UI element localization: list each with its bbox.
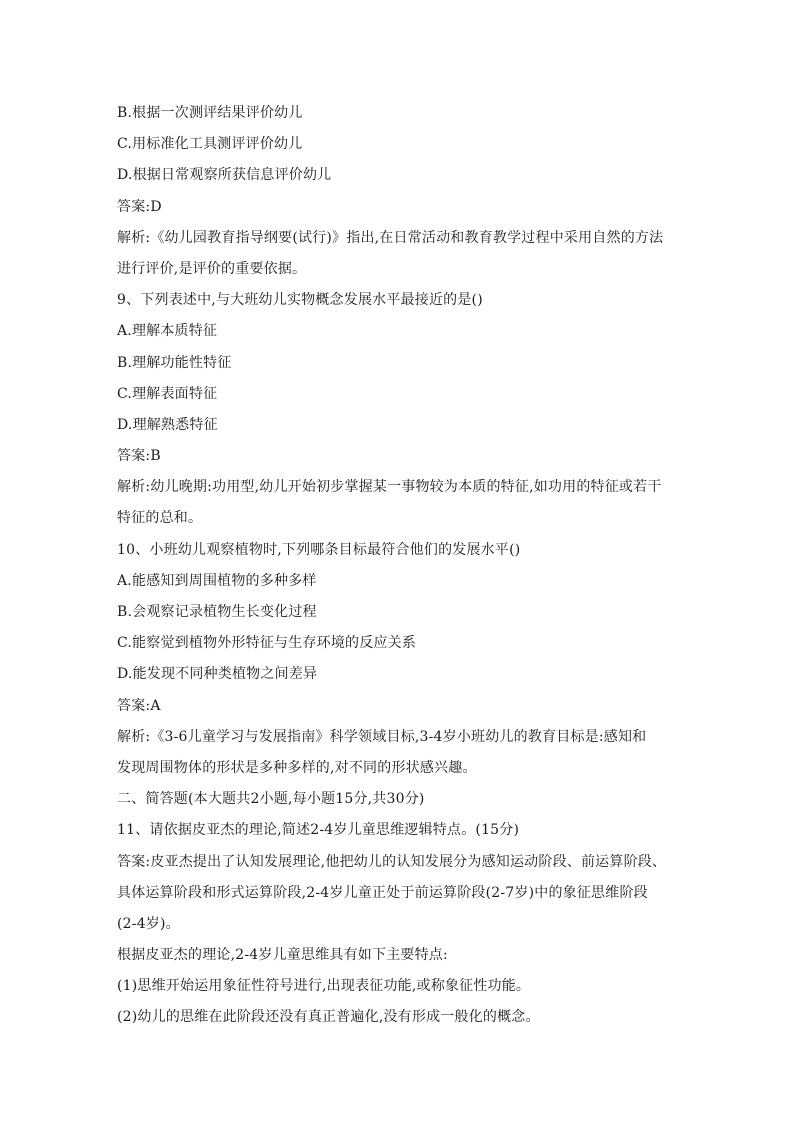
option-d-line: D.根据日常观察所获信息评价幼儿 (117, 167, 332, 184)
question-9-answer: 答案:B (117, 448, 161, 465)
question-11: 11、请依据皮亚杰的理论,简述2-4岁儿童思维逻辑特点。(15分) (117, 822, 520, 839)
question-9-option-c: C.理解表面特征 (117, 385, 218, 402)
question-9-analysis: 解析:幼儿晚期:功用型,幼儿开始初步掌握某一事物较为本质的特征,如功用的特征或若干 (117, 479, 662, 496)
question-10-option-c: C.能察觉到植物外形特征与生存环境的反应关系 (117, 635, 417, 652)
question-9-option-a: A.理解本质特征 (117, 323, 218, 340)
question-11-answer-continued-1: 具体运算阶段和形式运算阶段,2-4岁儿童正处于前运算阶段(2-7岁)中的象征思维阶段 (117, 884, 648, 901)
option-c-line: C.用标准化工具测评评价幼儿 (117, 136, 303, 153)
document-body (117, 98, 677, 1034)
question-9: 9、下列表述中,与大班幼儿实物概念发展水平最接近的是() (117, 292, 483, 309)
question-9-option-b: B.理解功能性特征 (117, 354, 232, 371)
question-11-answer-continued-2: (2-4岁)。 (117, 915, 180, 932)
analysis-line-continued: 进行评价,是评价的重要依据。 (117, 260, 307, 277)
question-10-answer: 答案:A (117, 697, 161, 714)
question-9-analysis-continued: 特征的总和。 (117, 510, 203, 527)
question-10-option-d: D.能发现不同种类植物之间差异 (117, 666, 318, 683)
point-2-line: (2)幼儿的思维在此阶段还没有真正普遍化,没有形成一般化的概念。 (117, 1009, 540, 1026)
question-10-analysis: 解析:《3-6儿童学习与发展指南》科学领域目标,3-4岁小班幼儿的教育目标是:感知和 (117, 728, 647, 745)
answer-line: 答案:D (117, 198, 162, 215)
question-10-option-b: B.会观察记录植物生长变化过程 (117, 604, 317, 620)
question-10: 10、小班幼儿观察植物时,下列哪条目标最符合他们的发展水平() (117, 541, 521, 558)
point-1-line: (1)思维开始运用象征性符号进行,出现表征功能,或称象征性功能。 (117, 978, 531, 995)
theory-intro-line: 根据皮亚杰的理论,2-4岁儿童思维具有如下主要特点: (117, 947, 448, 964)
question-10-option-a: A.能感知到周围植物的多种多样 (117, 572, 317, 589)
question-11-answer: 答案:皮亚杰提出了认知发展理论,他把幼儿的认知发展分为感知运动阶段、前运算阶段、 (117, 853, 667, 870)
option-b-line: B.根据一次测评结果评价幼儿 (117, 105, 303, 121)
question-10-analysis-continued: 发现周围物体的形状是多种多样的,对不同的形状感兴趣。 (117, 759, 477, 776)
analysis-line: 解析:《幼儿园教育指导纲要(试行)》指出,在日常活动和教育教学过程中采用自然的方法 (117, 229, 664, 246)
question-9-option-d: D.理解熟悉特征 (117, 416, 218, 433)
section-heading: 二、简答题(本大题共2小题,每小题15分,共30分) (117, 791, 425, 808)
